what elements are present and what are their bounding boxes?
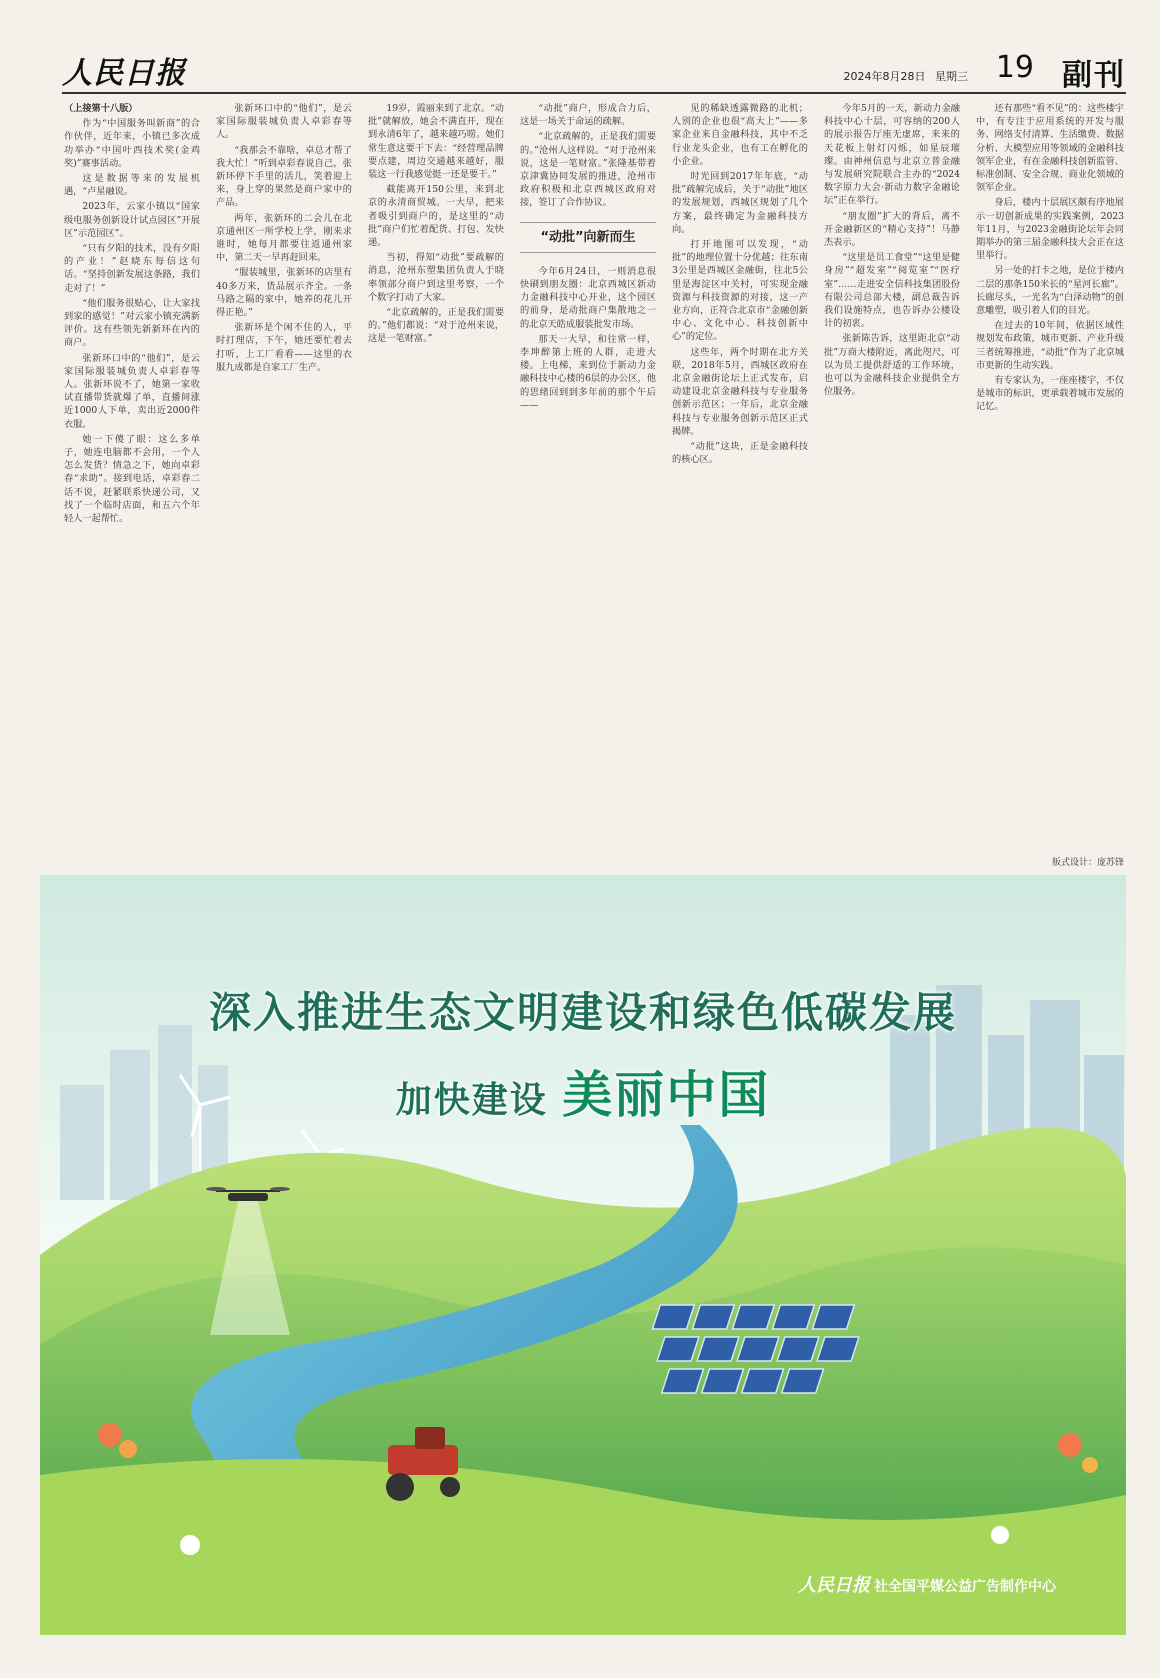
article-column-1 (64, 102, 200, 874)
paragraph: “服装城里，张新环的店里有40多万来，货品展示齐全。一条马路之隔的家中，她养的花儿开得正艳。” (216, 267, 352, 319)
paragraph: “我那会不靠啥，卓总才帮了我大忙！”听到卓彩春说自己，张新环停下手里的活儿，笑着迎上来，身上穿的果然是商户家中的产品。 (216, 144, 352, 209)
section-name: 副刊 (1062, 58, 1126, 93)
layout-design-credit: 版式设计：庞苏锋 (1051, 858, 1124, 868)
paragraph: 19岁，霞丽来到了北京。“动批”就解放，她会不满直开，现在到永清6年了，越来越巧唠。她们常生意这要干下去：“经营理品牌要点建，周边交通越来越好，服装这一行我感觉挺一还是要干。” (368, 103, 504, 181)
paragraph: 那天一大早，和往常一样，李坤醉第上班的人群，走进大楼。上电梯，来到位于新动力金融科技中心楼的6层的办公区，他的思绪回到到多年前的那个午后—— (520, 333, 656, 411)
paragraph: 这些年，两个时期在北方关联，2018年5月，西城区政府在北京金融街论坛上正式发布，启动建设北京金融科技与专业服务创新示范区；一年后，北京金融科技与专业服务创新示范区正式揭牌。 (672, 346, 808, 437)
section-subheading: “动批”向新而生 (520, 222, 656, 253)
issue-date: 2024年8月28日 (843, 70, 926, 83)
paragraph: 打开地图可以发现，“动批”的地理位置十分优越；往东南3公里是西城区金融街，往北5公里是海淀区中关村，可实现金融资源与科技资源的对接，这一产业方向，正符合北京市“金融创新中心、文化中心、科技创新中心”的定位。 (672, 239, 808, 343)
paragraph: 张新环是个闲不住的人，平时打理店，下午，她还要忙着去打听，上工厂看看——这里的衣服九成都是自家工厂生产。 (216, 322, 352, 373)
article-column-6 (824, 102, 960, 874)
paragraph: 她一下傻了眼：这么多单子，她连电脑都不会用，一个人怎么发货？情急之下，她向卓彩春“求助”。接到电话，卓彩春二话不说，赶紧联系快递公司，又找了一个临时店面，和五六个年轻人一起帮忙。 (64, 433, 200, 525)
credit-text: 社全国平媒公益广告制作中心 (874, 1579, 1056, 1595)
paragraph: 截能离开150公里，来到北京的永清商贸城。一大早，把来者吸引到商户的，是这里的“动批”商户们忙着配货、打包、发快递。 (368, 184, 504, 249)
paragraph: “动批”这块，正是金融科技的核心区。 (672, 441, 808, 466)
page-number: 19 (995, 50, 1034, 85)
newspaper-logo: 人民日报 (62, 56, 186, 91)
paragraph: 在过去的10年间，依据区域性规划发布政策，城市更新、产业升级三者统筹推进，“动批”作为了北京城市更新的生动实践。 (976, 320, 1124, 371)
paragraph: 张新环口中的“他们”，是云家国际服装城负责人卓彩春等人。 (216, 103, 352, 141)
paragraph: “动批”商户，形成合力后，这是一场关于命运的疏解。 (520, 103, 656, 128)
paragraph: 今年5月的一天，新动力金融科技中心十层，可容纳的200人的展示报告厅座无虚席，来来的天花板上射灯闪烁，如星辰璀璨。由神州信息与北京立普金融与发展研究院联合主办的“2024数字原力大会·新动力数字金融论坛”正在举行。 (824, 103, 960, 207)
poster-credit (798, 1571, 1056, 1597)
paragraph: “这里是员工食堂”“这里是健身房”“超发室”“阅览室”“医疗室”……走进安全信科技集团股份有限公司总部大楼，副总裁告诉我们设施特点，也告诉办公楼设计的初衷。 (824, 252, 960, 330)
paragraph: 另一处的打卡之地，是位于楼内二层的那条150米长的“星河长廊”。长廊尽头，一光名为“白泽动物”的创意雕塑，吸引着人们的目光。 (976, 265, 1124, 317)
paragraph: 有专家认为，一座座楼宇，不仅是城市的标识，更承载着城市发展的记忆。 (976, 375, 1124, 413)
paragraph: “朋友圈”扩大的背后，离不开金融新区的“精心支持”！马静杰表示。 (824, 210, 960, 249)
paragraph: 作为“中国服务叫新商”的合作伙伴，近年来，小镇已多次成功举办“中国叶西技术奖(金鸡奖)”赛事活动。 (64, 118, 200, 169)
paragraph: 这是数据等来的发展机遇，“卢星融说。 (64, 173, 200, 198)
paragraph: （上接第十八版） (64, 103, 138, 114)
paragraph: 两年，张新环的二会儿在北京通州区一所学校上学，刚来求谁时，她每月都要往返通州家中，第二天一早再赶回来。 (216, 212, 352, 264)
public-service-poster (40, 875, 1126, 1635)
paragraph: “北京疏解的，正是我们需要的。”他们都说：“对于沧州来说，这是一笔财富。” (368, 307, 504, 345)
paragraph: 张新环口中的“他们”，是云家国际服装城负责人卓彩春等人。张新环说不了，她第一家收试直播带货就爆了单，直播间涨近1000人下单，卖出近2000件衣服。 (64, 352, 200, 430)
paragraph: “他们服务很贴心，让大家找到家的感觉！”对云家小镇充满新评价。这有些领先新新环在内的商户。 (64, 297, 200, 349)
article-column-3 (368, 102, 504, 874)
article-column-4 (520, 102, 656, 874)
article-body (64, 102, 1126, 874)
paragraph: “只有夕阳的技术，没有夕阳的产业！”赵晓东每信这句话。“坚持创新发展这条路，我们走对了！” (64, 243, 200, 294)
paragraph: 今年6月24日，一则消息很快刷到朋友圈：北京西城区新动力金融科技中心开业，这个园区的前身，是动批商户集散地之一的北京天皓成服装批发市场。 (520, 265, 656, 330)
masthead (62, 46, 1126, 94)
paragraph: 张新陈告诉，这里距北京“动批”万商大楼附近，离此咫尺，可以为员工提供舒适的工作环境，也可以为金融科技企业提供全方位服务。 (824, 333, 960, 398)
article-column-7 (976, 102, 1124, 874)
article-column-2 (216, 102, 352, 874)
paragraph: 还有那些“看不见”的：这些楼宇中，有专注于应用系统的开发与服务、网络支付清算、生活缴费、数据分析、大模型应用等领域的金融科技领军企业，有在金融科技创新监管、标准创制、安全合规、商业化领域的领军企业。 (976, 103, 1124, 194)
headline-prefix: 加快建设 (395, 1079, 548, 1121)
issue-weekday: 星期三 (935, 70, 968, 83)
article-column-5 (672, 102, 808, 874)
poster-headline-line-1: 深入推进生态文明建设和绿色低碳发展 (208, 988, 957, 1037)
paragraph: 当初，得知“动批”要疏解的消息，沧州东塑集团负责人于晓率领部分商户到这里考察，一个个数字打动了大家。 (368, 252, 504, 303)
credit-logo: 人民日报 (798, 1575, 870, 1596)
poster-headline-line-2 (40, 1055, 1126, 1127)
paragraph: 2023年，云家小镇以“国家级电服务创新设计试点园区”开展区”示范园区”。 (64, 201, 200, 239)
paragraph: 时光回到2017年年底，“动批”疏解完成后，关于“动批”地区的发展规划，西城区规划了几个方案，最终确定为金融科技方向。 (672, 171, 808, 235)
paragraph: “北京疏解的，正是我们需要的。”沧州人这样说。“对于沧州来说，这是一笔财富。”张隆基带着京津冀协同发展的推进，沧州市政府积极和北京西城区政府对接，签订了合作协议。 (520, 131, 656, 209)
paragraph: 见的稀缺透露微路的北机；人别的企业也很“高大上”——多家企业来自金融科技，其中不乏行业龙头企业，也有工在孵化的小企业。 (672, 103, 808, 167)
paragraph: 身后，楼内十层展区颇有序地展示一切创新成果的实践案例，2023年11月，与2023金融街论坛年会同期举办的第三届金融科技大会正在这里举行。 (976, 197, 1124, 262)
dateline (838, 68, 969, 84)
headline-accent: 美丽中国 (562, 1065, 771, 1124)
